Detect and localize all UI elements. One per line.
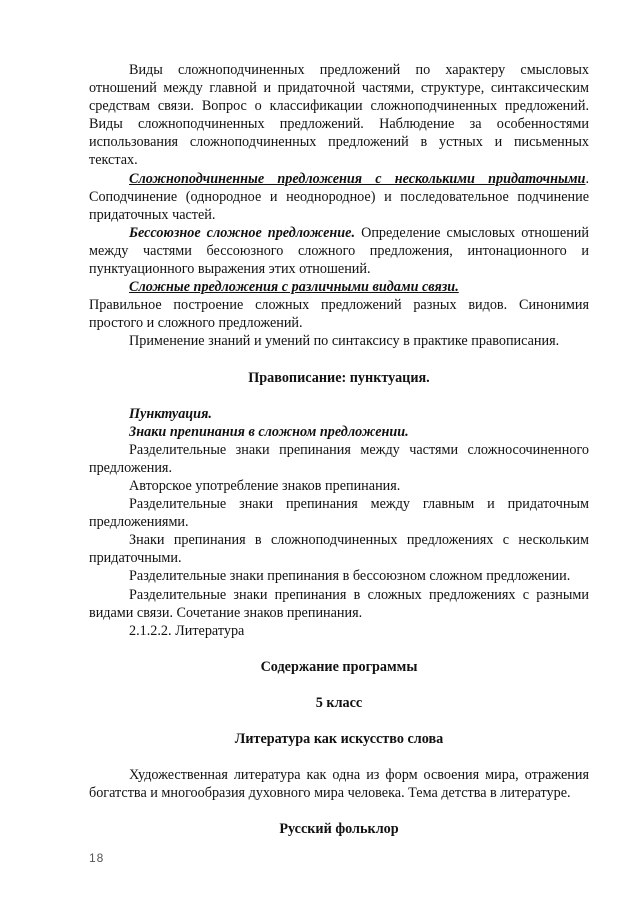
term-multiple-clauses: Сложноподчиненные предложения с несколькими придаточными — [129, 170, 586, 187]
paragraph-asyndetic — [89, 224, 589, 278]
paragraph-multiple-clauses-text: . Соподчинение (однородное и неоднородное) и последовательное подчинение придаточных частей. — [89, 170, 589, 223]
term-asyndetic: Бессоюзное сложное предложение. — [129, 224, 356, 241]
spacer — [89, 712, 589, 730]
punctuation-paragraph: Знаки препинания в сложноподчиненных предложениях с нескольким придаточными. — [89, 532, 589, 567]
section-number: 2.1.2.2. Литература — [129, 622, 245, 639]
spacer — [89, 351, 589, 369]
heading-punctuation: Правописание: пунктуация. — [248, 369, 430, 386]
heading-grade: 5 класс — [315, 694, 363, 711]
punctuation-subtitle: Знаки препинания в сложном предложении. — [129, 423, 409, 440]
paragraph-multiple-clauses — [89, 170, 589, 224]
punctuation-paragraph: Разделительные знаки препинания между частями сложносочиненного предложения. — [89, 441, 589, 476]
spacer — [89, 640, 589, 658]
paragraph-literature: Художественная литература как одна из форм освоения мира, отражения богатства и многообразия духовного мира человека. Тема детства в литературе. — [89, 767, 589, 802]
paragraph-sspp-types: Виды сложноподчиненных предложений по характеру смысловых отношений между главной и придаточной частями, структуре, синтаксическим средствам связи. Вопрос о классификации сложноподчиненных предложений. Виды сложноподчиненных предложений. Наблюдение за особенностями использования сложноподчиненных предложений в устных и письменных текстах. — [89, 62, 589, 169]
spacer — [89, 676, 589, 694]
spacer — [89, 802, 589, 820]
heading-literature-art: Литература как искусство слова — [234, 731, 444, 747]
page-content — [89, 61, 589, 838]
paragraph-asyndetic-text: Определение смысловых отношений между частями бессоюзного сложного предложения, интонационного и пунктуационного выражения этих отношений. — [89, 224, 589, 278]
punctuation-paragraph: Разделительные знаки препинания в сложных предложениях с разными видами связи. Сочетание знаков препинания. — [89, 586, 589, 621]
punctuation-paragraph: Разделительные знаки препинания в бессоюзном сложном предложении. — [129, 568, 571, 585]
heading-folklore: Русский фольклор — [279, 821, 399, 838]
paragraph-mixed-text: Правильное построение сложных предложений разных видов. Синонимия простого и сложного предложений. — [89, 297, 589, 332]
term-mixed-connection: Сложные предложения с различными видами связи. — [129, 279, 459, 296]
page-number: 18 — [89, 851, 105, 865]
spacer — [89, 387, 589, 405]
heading-program-content: Содержание программы — [260, 658, 418, 675]
punctuation-title: Пунктуация. — [129, 405, 212, 422]
punctuation-paragraph: Разделительные знаки препинания между главным и придаточным предложениями. — [89, 496, 589, 531]
paragraph-mixed-lead — [89, 278, 589, 296]
spacer — [89, 748, 589, 766]
punctuation-paragraph: Авторское употребление знаков препинания. — [129, 477, 401, 494]
paragraph-syntax-application: Применение знаний и умений по синтаксису в практике правописания. — [129, 333, 560, 350]
